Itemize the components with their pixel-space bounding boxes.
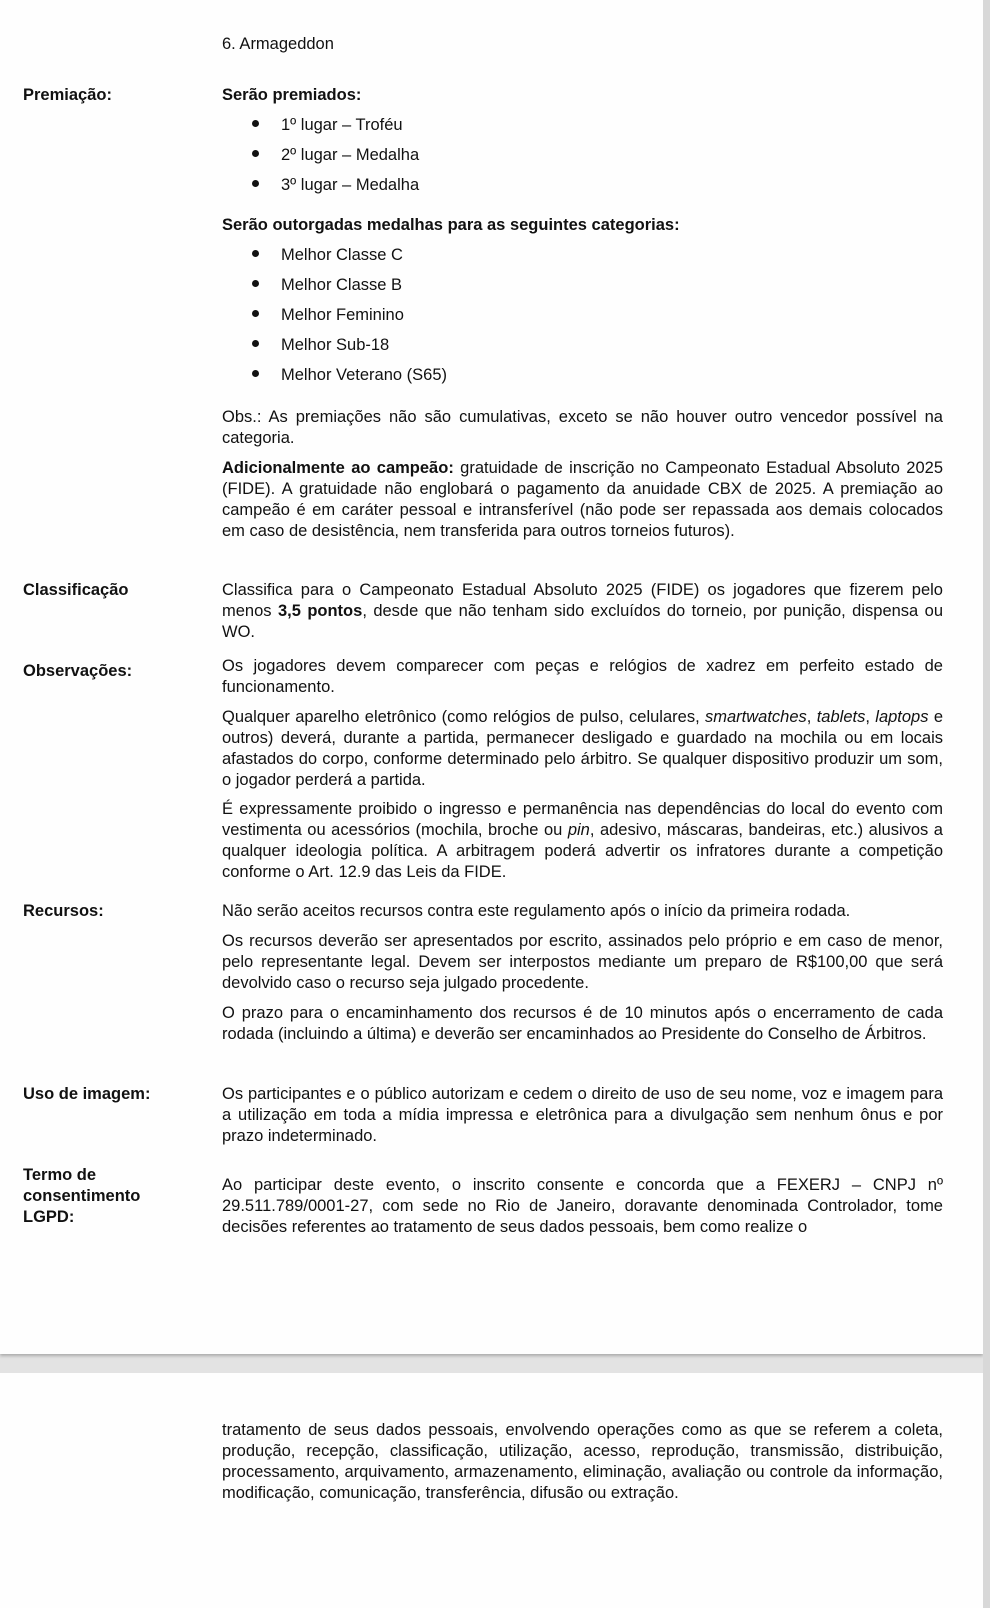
recursos-paragraph-3: O prazo para o encaminhamento dos recursos é de 10 minutos após o encerramento de cada rodada (incluindo a última) e deverão ser encaminhados ao Presidente do Conselho de Árbitros. [222,1004,943,1043]
section-label-uso-imagem: Uso de imagem: [23,1085,151,1103]
bullet-icon [252,250,259,257]
uso-imagem-paragraph: Os participantes e o público autorizam e cedem o direito de uso de seu nome, voz e imagem para a utilização em toda a mídia impressa e eletrônica para a divulgação sem nenhum ônus e por prazo indeterminado. [222,1085,943,1145]
bullet-icon [252,370,259,377]
section-label-premiacao: Premiação: [23,86,112,104]
classificacao-paragraph: Classifica para o Campeonato Estadual Absoluto 2025 (FIDE) os jogadores que fizerem pelo menos 3,5 pontos, desde que não tenham sido excluídos do torneio, por punição, dispensa ou WO. [222,581,944,641]
categories-heading: Serão outorgadas medalhas para as seguintes categorias: [222,216,680,234]
prizes-heading: Serão premiados: [222,86,362,104]
prizes-observation: Obs.: As premiações não são cumulativas, exceto se não houver outro vencedor possível na categoria. [222,408,943,447]
lgpd-paragraph: Ao participar deste evento, o inscrito consente e concorda que a FEXERJ – CNPJ nº 29.511.789/0001-27, com sede no Rio de Janeiro, doravante denominada Controlador, tome decisões referentes ao tratamento de seus dados pessoais, bem como realize o [222,1176,943,1236]
document-page-2 [0,1373,983,1608]
bullet-icon [252,180,259,187]
viewer-right-edge [983,0,990,1608]
observacoes-paragraph-2: Qualquer aparelho eletrônico (como relógios de pulso, celulares, smartwatches, tablets, laptops e outros) deverá, durante a partida, permanecer desligado e guardado na mochila ou em locais afastados do corpo, conforme determinado pelo árbitro. Se qualquer dispositivo produzir um som, o jogador perderá a partida. [222,708,944,789]
lgpd-continuation-paragraph: tratamento de seus dados pessoais, envolvendo operações como as que se referem a coleta, produção, recepção, classificação, utilização, acesso, reprodução, transmissão, distribuição, processamento, arquivamento, armazenamento, eliminação, avaliação ou controle da informação, modificação, comunicação, transferência, difusão ou extração. [222,1421,943,1502]
champion-additional-paragraph: Adicionalmente ao campeão: gratuidade de inscrição no Campeonato Estadual Absoluto 2025 (FIDE). A gratuidade não englobará o pagamento da anuidade CBX de 2025. A premiação ao campeão é em caráter pessoal e intransferível (não pode ser repassada aos demais colocados em caso de desistência, nem transferida para outros torneios futuros). [222,459,943,540]
recursos-paragraph-2: Os recursos deverão ser apresentados por escrito, assinados pelo próprio e em caso de menor, pelo representante legal. Devem ser interpostos mediante um preparo de R$100,00 que será devolvido caso o recurso seja julgado procedente. [222,932,943,992]
section-label-classificacao: Classificação [23,581,129,599]
observacoes-paragraph-1: Os jogadores devem comparecer com peças e relógios de xadrez em perfeito estado de funcionamento. [222,657,943,696]
category-item: Melhor Sub-18 [252,335,389,356]
category-item: Melhor Feminino [252,305,404,326]
prize-item: 2º lugar – Medalha [252,145,419,166]
bullet-icon [252,150,259,157]
recursos-paragraph-1: Não serão aceitos recursos contra este regulamento após o início da primeira rodada. [222,902,851,920]
category-item: Melhor Classe B [252,275,402,296]
bullet-icon [252,120,259,127]
bullet-icon [252,310,259,317]
category-item: Melhor Veterano (S65) [252,365,447,386]
category-item: Melhor Classe C [252,245,403,266]
list-item-armageddon: 6. Armageddon [222,35,334,53]
prize-item: 1º lugar – Troféu [252,115,403,136]
observacoes-paragraph-3: É expressamente proibido o ingresso e permanência nas dependências do local do evento com vestimenta ou acessórios (mochila, broche ou pin, adesivo, máscaras, bandeiras, etc.) alusivos a qualquer ideologia política. A arbitragem poderá advertir os infratores durante a competição conforme o Art. 12.9 das Leis da FIDE. [222,800,943,881]
bullet-icon [252,280,259,287]
bullet-icon [252,340,259,347]
section-label-recursos: Recursos: [23,902,104,920]
prize-item: 3º lugar – Medalha [252,175,419,196]
section-label-observacoes: Observações: [23,662,133,680]
section-label-lgpd: Termo de consentimento LGPD: [23,1166,141,1226]
